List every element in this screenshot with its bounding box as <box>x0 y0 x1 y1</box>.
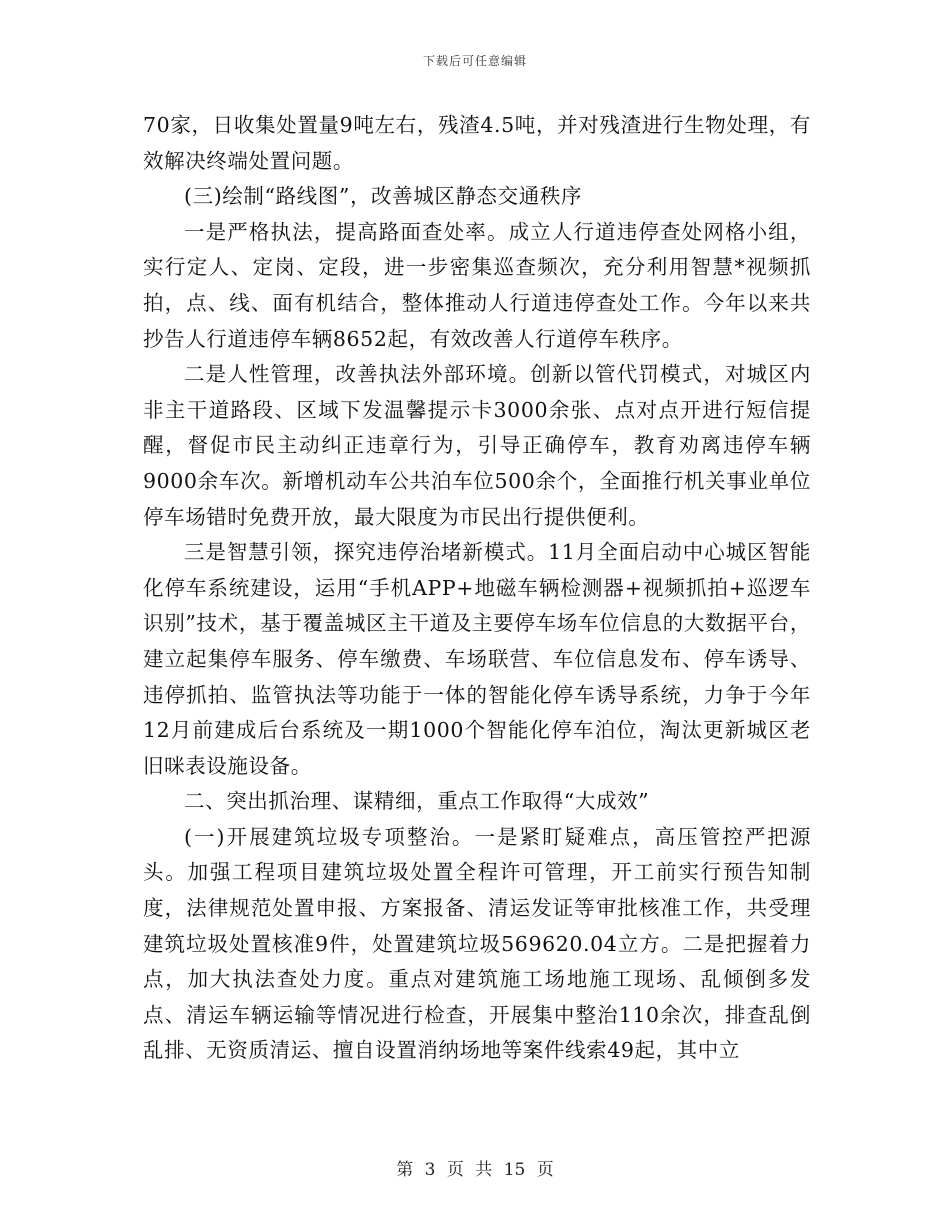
section-heading: (三)绘制“路线图”，改善城区静态交通秩序 <box>184 184 583 209</box>
page-number-footer: 第 3 页 共 15 页 <box>396 1160 554 1180</box>
section-heading: 二、突出抓治理、谋精细，重点工作取得“大成效” <box>184 789 650 814</box>
paragraph: 三是智慧引领，探究违停治堵新模式。11月全面启动中心城区智能化停车系统建设，运用“手机APP+地磁车辆检测器+视频抓拍+巡逻车识别”技术，基于覆盖城区主干道及主要停车场车位信息的大数据平台，建立起集停车服务、停车缴费、车场联营、车位信息发布、停车诱导、违停抓拍、监管执法等功能于一体的智能化停车诱导系统，力争于今年12月前建成后台系统及一期1000个智能化停车泊位，淘汰更新城区老旧咪表设施设备。 <box>143 540 811 778</box>
paragraph: 一是严格执法，提高路面查处率。成立人行道违停查处网格小组，实行定人、定岗、定段，进一步密集巡查频次，充分利用智慧*视频抓拍，点、线、面有机结合，整体推动人行道违停查处工作。今年以来共抄告人行道违停车辆8652起，有效改善人行道停车秩序。 <box>143 219 811 351</box>
page-header: 下载后可任意编辑 <box>422 54 527 68</box>
paragraph: 二是人性管理，改善执法外部环境。创新以管代罚模式，对城区内非主干道路段、区域下发温馨提示卡3000余张、点对点开进行短信提醒，督促市民主动纠正违章行为，引导正确停车，教育劝离违停车辆9000余车次。新增机动车公共泊车位500余个，全面推行机关事业单位停车场错时免费开放，最大限度为市民出行提供便利。 <box>143 362 811 529</box>
paragraph: (一)开展建筑垃圾专项整治。一是紧盯疑难点，高压管控严把源头。加强工程项目建筑垃圾处置全程许可管理，开工前实行预告知制度，法律规范处置申报、方案报备、清运发证等审批核准工作，共受理建筑垃圾处置核准9件，处置建筑垃圾569620.04立方。二是把握着力点，加大执法查处力度。重点对建筑施工场地施工现场、乱倾倒多发点、清运车辆运输等情况进行检查，开展集中整治110余次，排查乱倒乱排、无资质清运、擅自设置消纳场地等案件线索49起，其中立 <box>143 824 811 1063</box>
paragraph-continuation: 70家，日收集处置量9吨左右，残渣4.5吨，并对残渣进行生物处理，有效解决终端处置问题。 <box>143 113 811 173</box>
document-body <box>143 108 811 1069</box>
